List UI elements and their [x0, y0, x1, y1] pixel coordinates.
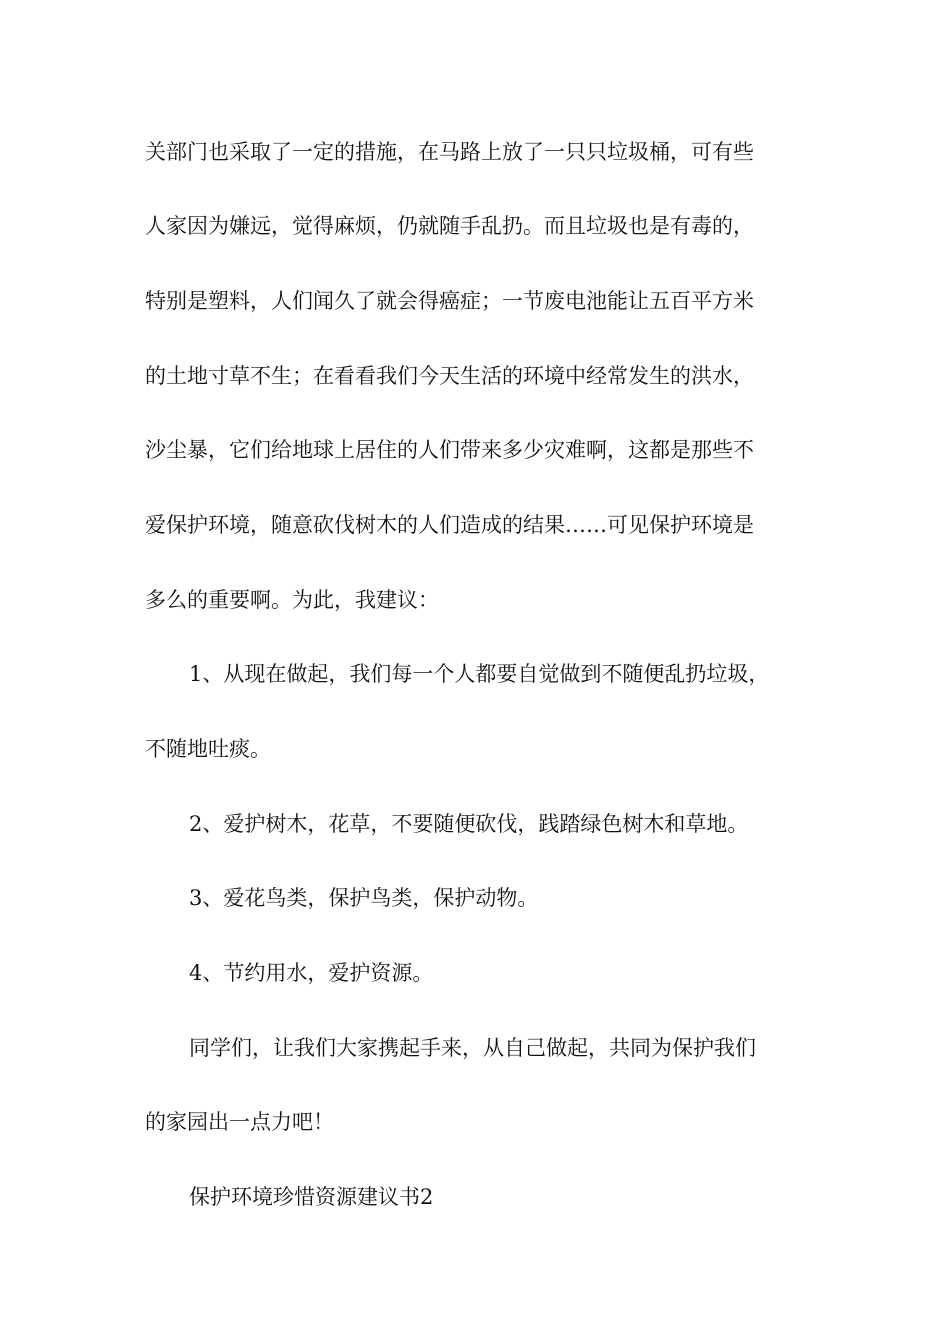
suggestion-item-1: 1、从现在做起，我们每一个人都要自觉做到不随便乱扔垃圾，	[189, 662, 770, 686]
closing-paragraph: 同学们，让我们大家携起手来，从自己做起，共同为保护我们	[189, 1036, 756, 1060]
paragraph-line: 多么的重要啊。为此，我建议：	[145, 588, 439, 612]
closing-paragraph-continued: 的家园出一点力吧！	[145, 1110, 334, 1134]
suggestion-item-4: 4、节约用水，爱护资源。	[189, 961, 434, 985]
suggestion-item-3: 3、爱花鸟类，保护鸟类，保护动物。	[189, 886, 539, 910]
suggestion-item-1-continued: 不随地吐痰。	[145, 737, 271, 761]
paragraph-line: 特别是塑料，人们闻久了就会得癌症；一节废电池能让五百平方米	[145, 289, 754, 313]
paragraph-line: 沙尘暴，它们给地球上居住的人们带来多少灾难啊，这都是那些不	[145, 438, 754, 462]
paragraph-line: 人家因为嫌远，觉得麻烦，仍就随手乱扔。而且垃圾也是有毒的，	[145, 214, 754, 238]
section-title: 保护环境珍惜资源建议书2	[189, 1185, 434, 1209]
paragraph-line: 关部门也采取了一定的措施，在马路上放了一只只垃圾桶，可有些	[145, 140, 754, 164]
paragraph-line: 的土地寸草不生；在看看我们今天生活的环境中经常发生的洪水，	[145, 364, 754, 388]
suggestion-item-2: 2、爱护树木，花草，不要随便砍伐，践踏绿色树木和草地。	[189, 812, 749, 836]
paragraph-line: 爱保护环境，随意砍伐树木的人们造成的结果……可见保护环境是	[145, 513, 754, 537]
